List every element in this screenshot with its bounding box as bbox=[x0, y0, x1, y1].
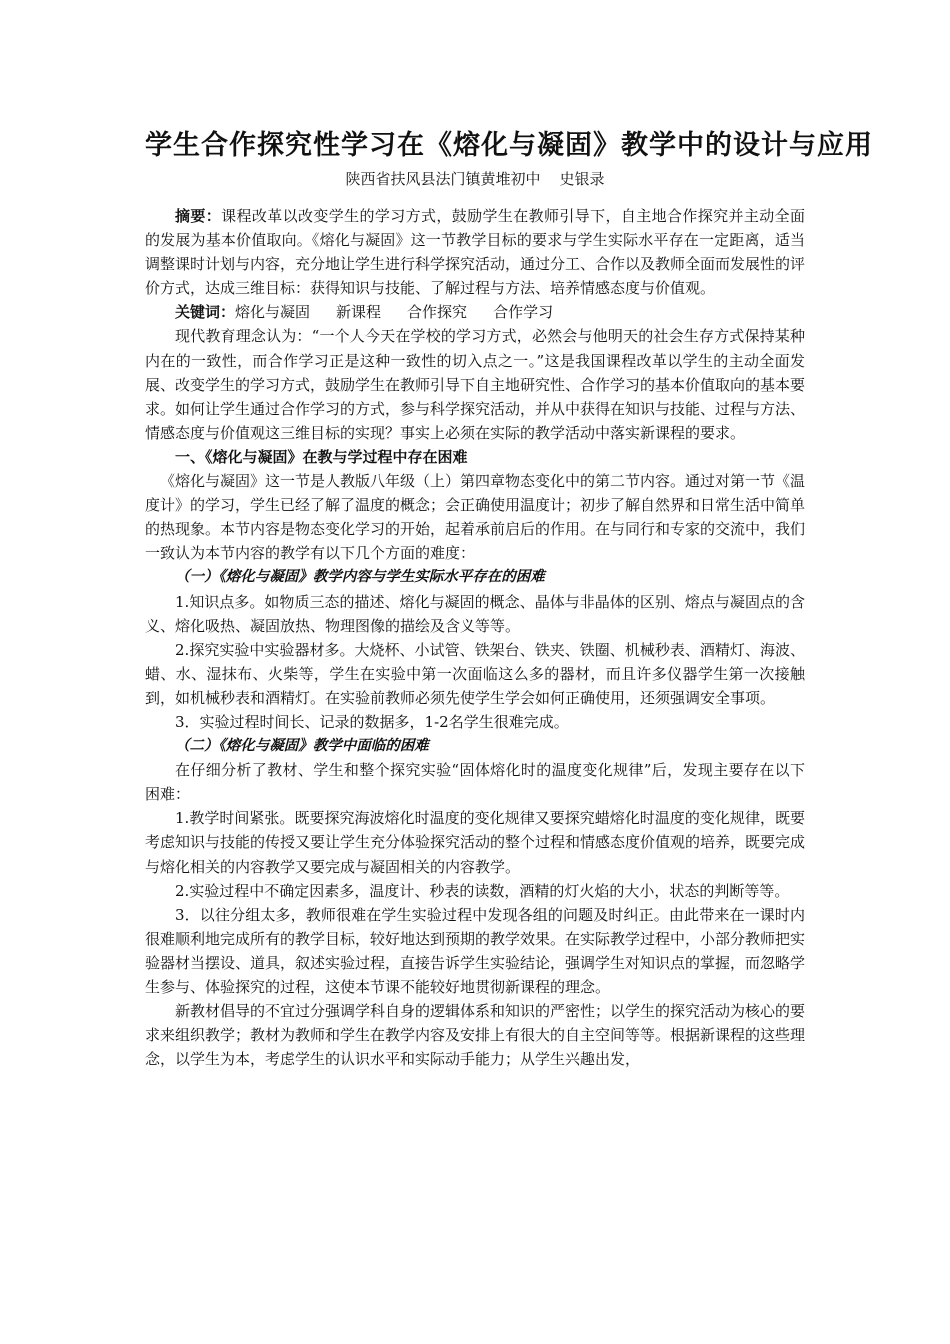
abstract-label: 摘要： bbox=[175, 207, 222, 225]
list-item: 3．以往分组太多，教师很难在学生实验过程中发现各组的问题及时纠正。由此带来在一课时内很难顺利地完成所有的教学目标，较好地达到预期的教学效果。在实际教学过程中，小部分教师把实验器材当摆设、道具，叙述实验过程，直接告诉学生实验结论，强调学生对知识点的掌握，而忽略学生参与、体验探究的过程，这使本节课不能较好地贯彻新课程的理念。 bbox=[145, 905, 806, 996]
keyword: 熔化与凝固 bbox=[235, 303, 311, 322]
list-item: 1.教学时间紧张。既要探究海波熔化时温度的变化规律又要探究蜡熔化时温度的变化规律，既要考虑知识与技能的传授又要让学生充分体验探究活动的整个过程和情感态度价值观的培养，既要完成与熔化相关的内容教学又要完成与凝固相关的内容教学。 bbox=[145, 809, 806, 876]
closing-paragraph: 新教材倡导的不宜过分强调学科自身的逻辑体系和知识的严密性；以学生的探究活动为核心的要求来组织教学；教材为教师和学生在教学内容及安排上有很大的自主空间等等。根据新课程的这些理念，以学生为本，考虑学生的认识水平和实际动手能力；从学生兴趣出发， bbox=[145, 1002, 806, 1069]
subsection-intro: 在仔细分析了教材、学生和整个探究实验“固体熔化时的温度变化规律”后，发现主要存在以下困难： bbox=[145, 761, 805, 804]
author-line: 陕西省扶风县法门镇黄堆初中 史银录 bbox=[345, 170, 605, 188]
keyword: 合作探究 bbox=[407, 303, 468, 322]
keyword: 合作学习 bbox=[493, 303, 554, 322]
abstract-text: 课程改革以改变学生的学习方式，鼓励学生在教师引导下，自主地合作探究并主动全面的发展为基本价值取向。《熔化与凝固》这一节教学目标的要求与学生实际水平存在一定距离，适当调整课时计划与内容，充分地让学生进行科学探究活动，通过分工、合作以及教师全面而发展性的评价方式，达成三维目标：获得知识与技能、了解过程与方法、培养情感态度与价值观。 bbox=[145, 207, 806, 298]
keyword: 新课程 bbox=[336, 303, 382, 322]
list-item: 2.探究实验中实验器材多。大烧杯、小试管、铁架台、铁夹、铁圈、机械秒表、酒精灯、海波、蜡、水、湿抹布、火柴等，学生在实验中第一次面临这么多的器材，而且许多仪器学生第一次接触到，如机械秒表和酒精灯。在实验前教师必须先使学生学会如何正确使用，还须强调安全事项。 bbox=[145, 640, 805, 707]
subsection-heading: （二）《熔化与凝固》教学中面临的困难 bbox=[175, 737, 429, 755]
list-item: 3．实验过程时间长、记录的数据多，1-2名学生很难完成。 bbox=[175, 712, 569, 731]
keywords-label: 关键词： bbox=[175, 303, 236, 322]
list-item: 2.实验过程中不确定因素多，温度计、秒表的读数，酒精的灯火焰的大小，状态的判断等等。 bbox=[175, 881, 790, 900]
section-paragraph: 《熔化与凝固》这一节是人教版八年级（上）第四章物态变化中的第二节内容。通过对第一节《温度计》的学习，学生已经了解了温度的概念；会正确使用温度计；初步了解自然界和日常生活中简单的热现象。本节内容是物态变化学习的开始，起着承前启后的作用。在与同行和专家的交流中，我们一致认为本节内容的教学有以下几个方面的难度： bbox=[145, 472, 806, 563]
section-heading: 一、《熔化与凝固》在教与学过程中存在困难 bbox=[175, 447, 468, 466]
intro-paragraph: 现代教育理念认为：“一个人今天在学校的学习方式，必然会与他明天的社会生存方式保持某种内在的一致性，而合作学习正是这种一致性的切入点之一。”这是我国课程改革以学生的主动全面发展、改变学生的学习方式，鼓励学生在教师引导下自主地研究性、合作学习的基本价值取向的基本要求。如何让学生通过合作学习的方式，参与科学探究活动，并从中获得在知识与技能、过程与方法、情感态度与价值观这三维目标的实现？事实上必须在实际的教学活动中落实新课程的要求。 bbox=[145, 327, 806, 442]
keywords-row bbox=[145, 300, 805, 324]
list-item: 1.知识点多。如物质三态的描述、熔化与凝固的概念、晶体与非晶体的区别、熔点与凝固点的含义、熔化吸热、凝固放热、物理图像的描绘及含义等等。 bbox=[145, 592, 805, 635]
abstract-paragraph bbox=[145, 204, 805, 300]
document-page bbox=[145, 128, 873, 1071]
document-title: 学生合作探究性学习在《熔化与凝固》教学中的设计与应用 bbox=[145, 130, 873, 161]
subsection-heading: （一）《熔化与凝固》教学内容与学生实际水平存在的困难 bbox=[175, 568, 545, 586]
